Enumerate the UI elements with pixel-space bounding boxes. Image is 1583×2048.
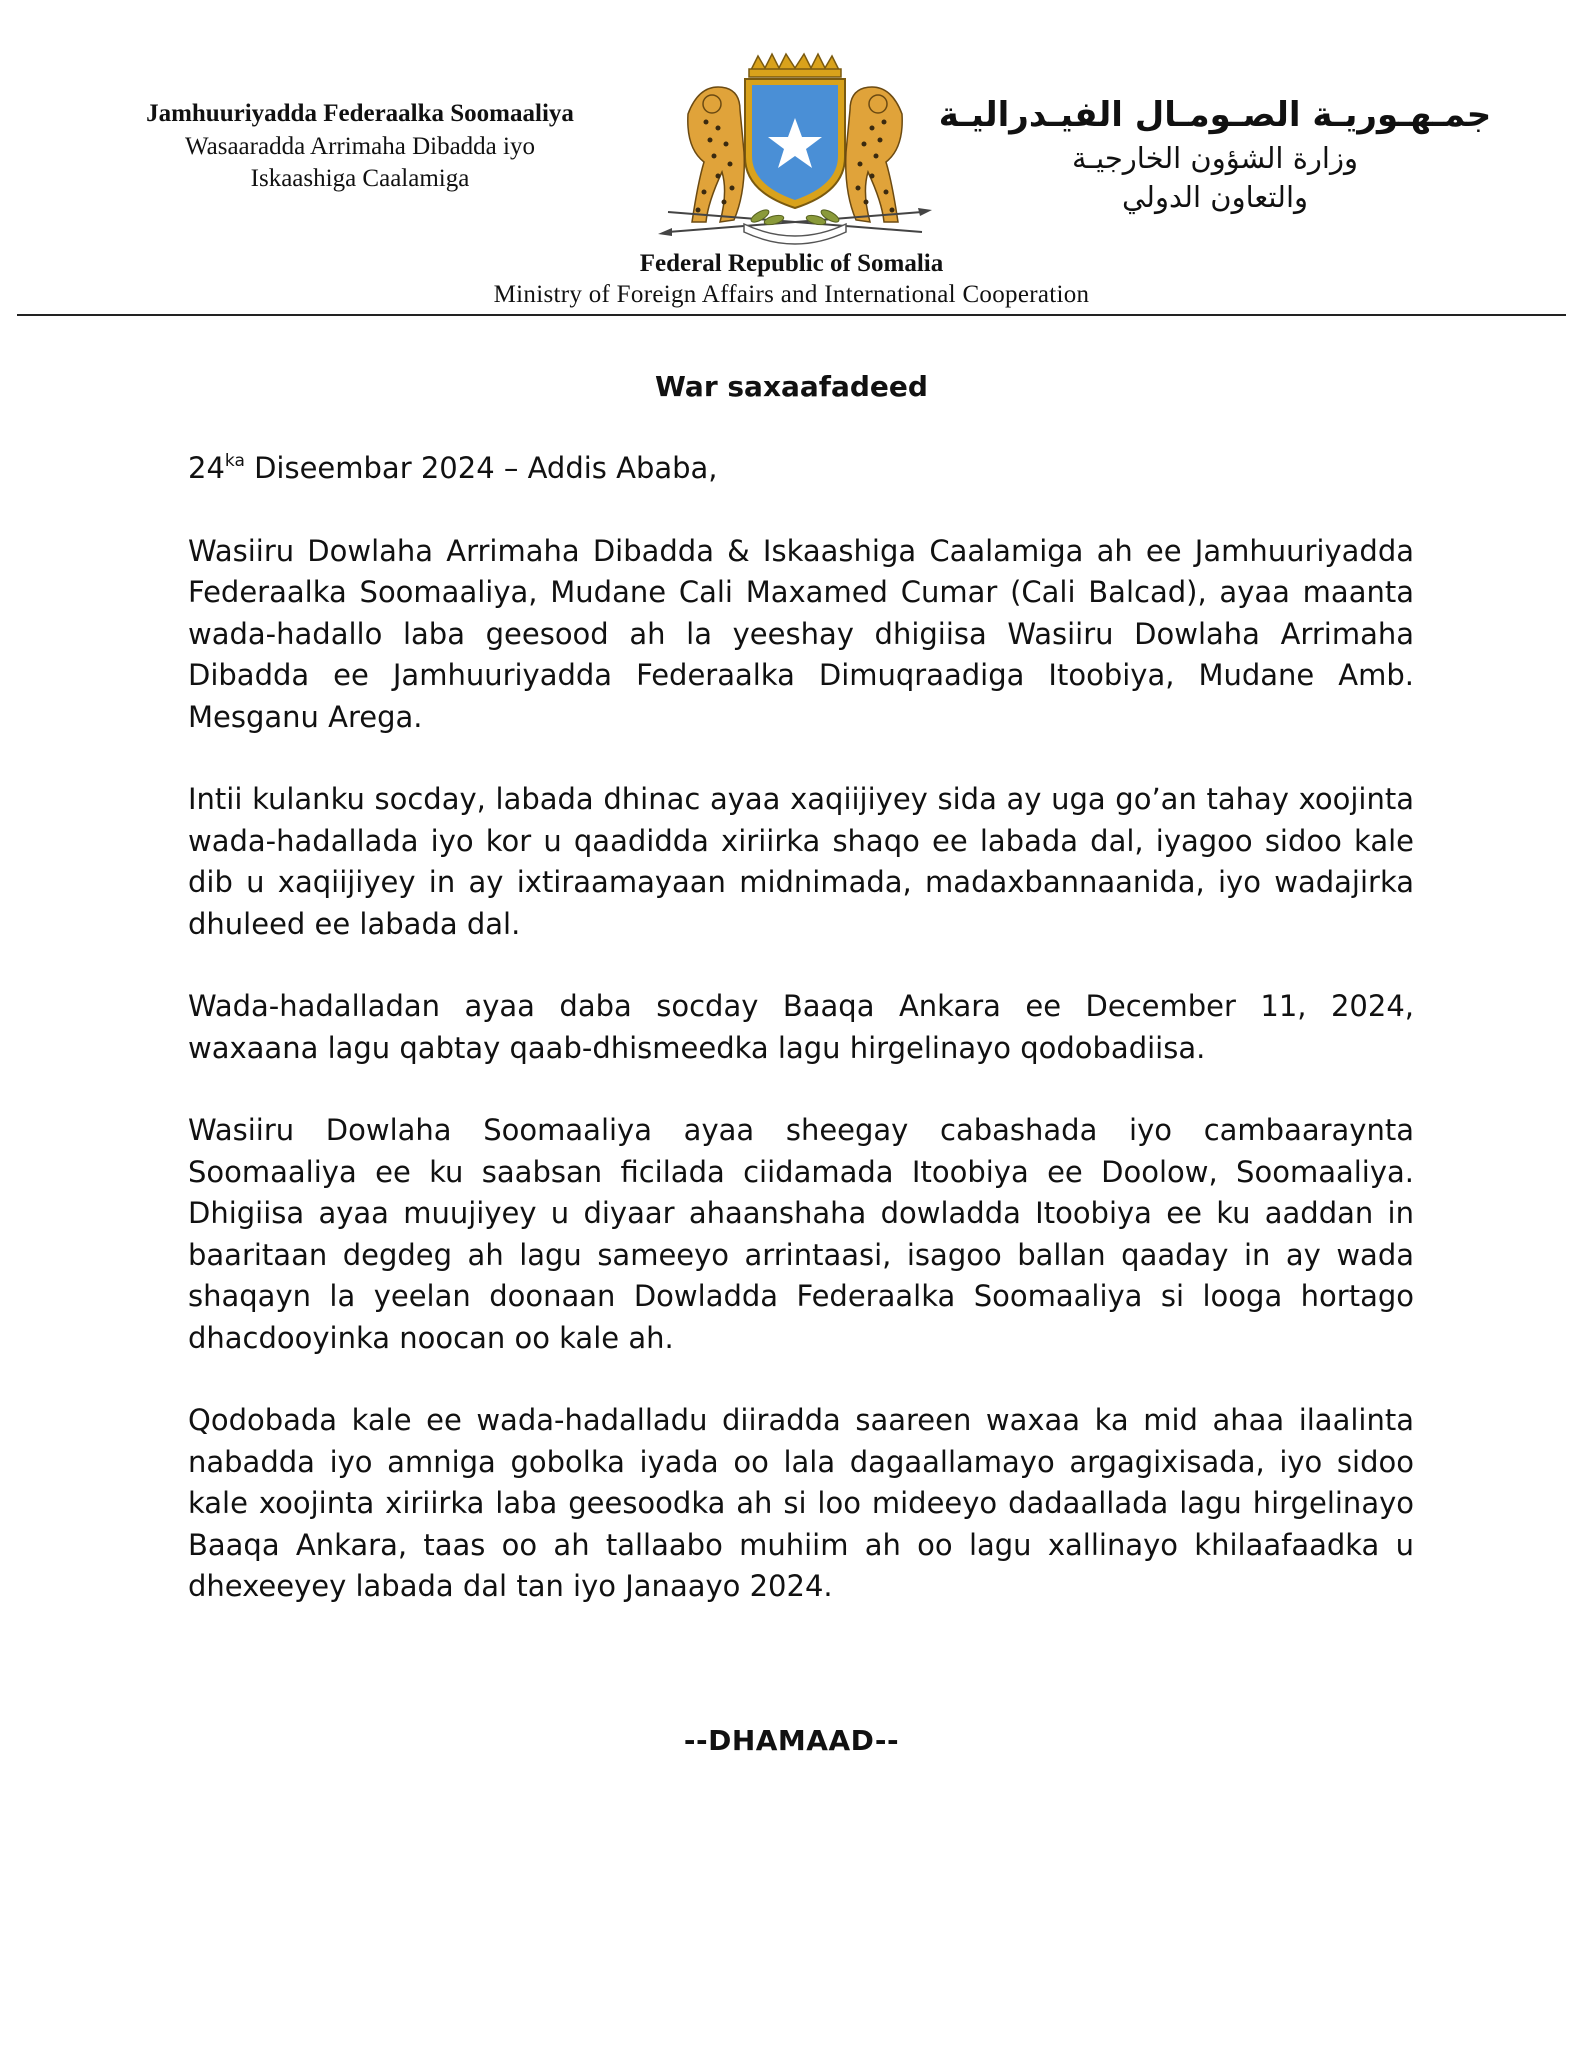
letterhead-english-line1: Federal Republic of Somalia — [639, 250, 944, 277]
letterhead-arabic-line3: والتعاون الدولي — [1121, 180, 1309, 214]
letterhead-somali-line1: Jamhuuriyadda Federaalka Soomaaliya — [146, 100, 574, 127]
document-body — [188, 448, 1414, 1649]
letterhead-arabic-line1: جمـهـوريـة الصـومـال الفيـدراليـة — [938, 95, 1492, 135]
paragraph: Wada-hadalladan ayaa daba socday Baaqa Ankara ee December 11, 2024, waxaana lagu qabtay qaab-dhismeedka lagu hirgelinayo qodobadiisa. — [188, 989, 1414, 1065]
paragraph: Wasiiru Dowlaha Arrimaha Dibadda & Iskaashiga Caalamiga ah ee Jamhuuriyadda Federaalka Soomaaliya, Mudane Cali Maxamed Cumar (Cali Balcad), ayaa maanta wada-hadallo laba geesood ah la yeeshay dhigiisa Wasiiru Dowlaha Arrimaha Dibadda ee Jamhuuriyadda Federaalka Dimuqraadiga Itoobiya, Mudane Amb. Mesganu Arega. — [188, 533, 1414, 734]
date-rest: Diseembar 2024 – Addis Ababa, — [244, 451, 718, 485]
end-mark: --DHAMAAD-- — [683, 1724, 900, 1757]
date-day: 24 — [188, 451, 225, 485]
paragraph: Qodobada kale ee wada-hadalladu diiradda saareen waxaa ka mid ahaa ilaalinta nabadda iyo amniga gobolka iyada oo lala dagaallamayo argagixisada, iyo sidoo kale xoojinta xiriirka laba geesoodka ah si loo mideeyo dadaallada lagu hirgelinayo Baaqa Ankara, taas oo ah tallaabo muhiim ah oo lagu xallinayo khilaafaadka u dhexeeyey labada dal tan iyo Janaayo 2024. — [188, 1403, 1414, 1603]
letterhead-somali-line2: Wasaaradda Arrimaha Dibadda iyo — [185, 133, 535, 160]
somalia-coat-of-arms-icon — [648, 52, 942, 248]
letterhead-english — [300, 248, 1283, 310]
letterhead-divider — [17, 314, 1566, 316]
document-title: War saxaafadeed — [655, 370, 928, 403]
date-suffix: ka — [224, 451, 245, 471]
letterhead-arabic — [905, 92, 1525, 216]
document-date — [188, 448, 1414, 490]
letterhead-somali — [40, 97, 680, 195]
paragraph: Intii kulanku socday, labada dhinac ayaa xaqiijiyey sida ay uga go’an tahay xoojinta wada-hadallada iyo kor u qaadidda xiriirka shaqo ee labada dal, iyagoo sidoo kale dib u xaqiijiyey in ay ixtiraamayaan midnimada, madaxbannaanida, iyo wadajirka dhuleed ee labada dal. — [188, 782, 1414, 941]
letterhead-arabic-line2: وزارة الشؤون الخارجيـة — [1072, 141, 1358, 175]
letterhead-somali-line3: Iskaashiga Caalamiga — [250, 165, 470, 192]
paragraph: Wasiiru Dowlaha Soomaaliya ayaa sheegay cabashada iyo cambaaraynta Soomaaliya ee ku saabsan ficilada ciidamada Itoobiya ee Doolow, Soomaaliya. Dhigiisa ayaa muujiyey u diyaar ahaanshaha dowladda Itoobiya ee ku aaddan in baaritaan degdeg ah lagu sameeyo arrintaasi, isagoo ballan qaaday in ay wada shaqayn la yeelan doonaan Dowladda Federaalka Soomaaliya si looga hortago dhacdooyinka noocan oo kale ah. — [188, 1113, 1414, 1355]
letterhead-english-line2: Ministry of Foreign Affairs and International Cooperation — [493, 281, 1090, 308]
